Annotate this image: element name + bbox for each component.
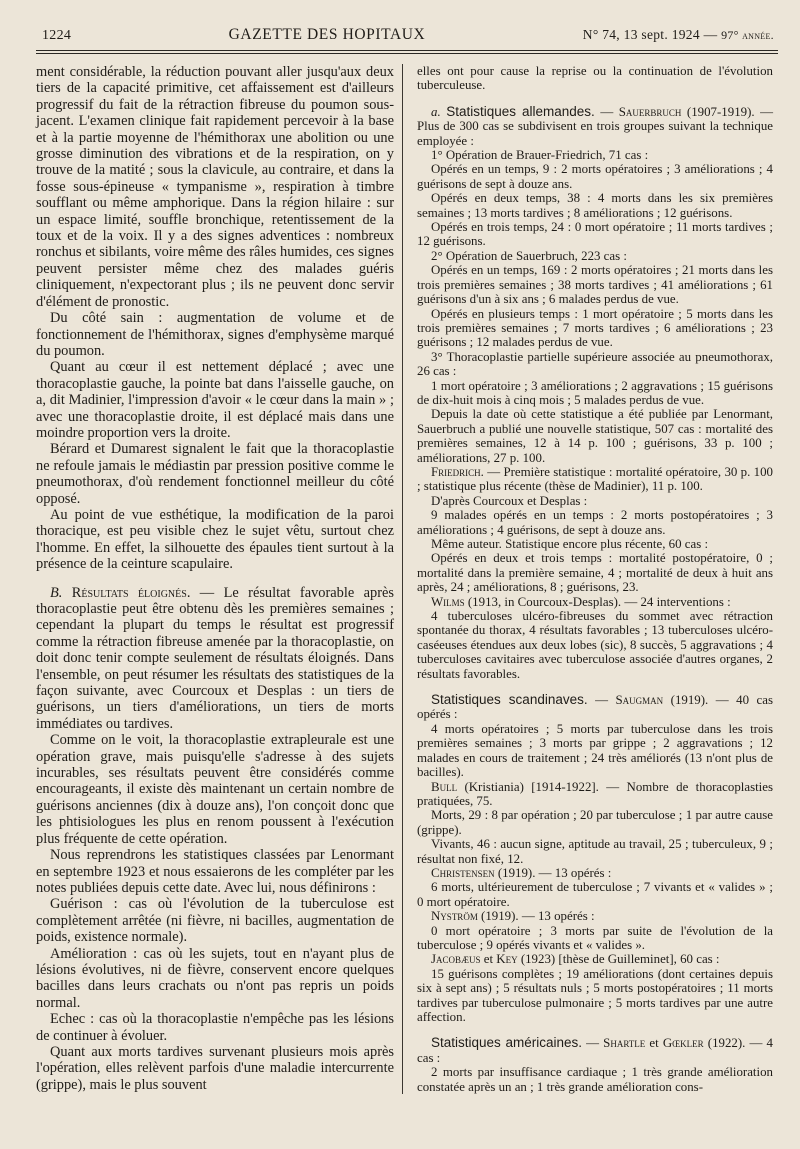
paragraph: 1° Opération de Brauer-Friedrich, 71 cas : <box>431 148 649 163</box>
paragraph: 9 malades opérés en un temps : 2 morts postopératoires ; 3 améliorations ; 4 guérisons, de sept à douze ans. <box>417 508 773 537</box>
paragraph: 1 mort opératoire ; 3 améliorations ; 2 aggravations ; 15 guérisons de dix-huit mois à cinq mois ; 5 malades perdus de vue. <box>417 378 773 407</box>
paragraph: Opérés en deux temps, 38 : 4 morts dans les six premières semaines ; 13 morts tardives ; 8 améliorations ; 12 guérisons. <box>417 191 773 220</box>
paragraph: Au point de vue esthétique, la modification de la paroi thoracique, est peu visible chez le sujet vêtu, surtout chez l'homme. En effet, la silhouette des épaules tient surtout à la présence de la ceinture scapulaire. <box>36 506 394 573</box>
header-rule-double <box>36 53 778 54</box>
paragraph: ment considérable, la réduction pouvant aller jusqu'aux deux tiers de la capacité primitive, cet affaissement est d'ailleurs progressif du fait de la rétraction fibreuse du poumon sous-jacent. L'examen clinique fait rapidement percevoir à la base et à la partie moyenne de l'hémithorax une abolition ou une grosse diminution des vibrations et de la respiration, on y trouve de la matité ; sous la clavicule, au contraire, et dans la fosse sous-épineuse « tympanisme », respiration à timbre soufflant ou même amphorique. Dans la région hilaire : sur un espace limité, souffle bronchique, retentissement de la toux et de la voix. Il y a des signes adventices : nombreux ronchus et sibilants, voire même des râles humides, ces signes peuvent persister même chez des malades guéris cliniquement, n'expectorant plus ; ils ne peuvent donc servir d'élément de pronostic. <box>36 64 394 310</box>
left-column <box>36 64 394 1094</box>
paragraph: Même auteur. Statistique encore plus récente, 60 cas : <box>431 537 709 551</box>
paragraph: Opérés en un temps, 169 : 2 morts opératoires ; 21 morts dans les trois premières semaines ; 38 morts tardives ; 41 améliorations ; 61 guérisons d'un à six ans ; 6 malades perdus de vue. <box>417 263 773 307</box>
page-header <box>36 26 778 44</box>
publication-title: GAZETTE DES HOPITAUX <box>228 26 426 43</box>
paragraph: Statistiques scandinaves. — Saugman (1919). — 40 cas opérés : <box>417 692 773 722</box>
paragraph: elles ont pour cause la reprise ou la continuation de l'évolution tuberculeuse. <box>417 64 773 93</box>
column-divider <box>402 64 403 1094</box>
paragraph: Opérés en plusieurs temps : 1 mort opératoire ; 5 morts dans les trois premières semaines ; 7 morts tardives ; 6 améliorations ; 23 guérisons ; 12 malades perdus de vue. <box>417 306 773 350</box>
paragraph: Amélioration : cas où les sujets, tout en n'ayant plus de lésions évolutives, ni de fièvre, conservent encore quelques bacilles dans leurs crachats ou n'ont pas repris un poids normal. <box>36 945 394 1011</box>
paragraph: Nyström (1919). — 13 opérés : <box>431 909 595 924</box>
paragraph: Du côté sain : augmentation de volume et de fonctionnement de l'hémithorax, signes d'emphysème marqué du poumon. <box>36 310 394 359</box>
paragraph: Vivants, 46 : aucun signe, aptitude au travail, 25 ; tuberculeux, 9 ; résultat non fixé, 12. <box>417 837 773 866</box>
paragraph: 4 tuberculoses ulcéro-fibreuses du sommet avec rétraction spontanée du thorax, 4 résultats favorables ; 13 tuberculoses ulcéro-caséeuses étendues aux deux lobes (sic), 8 succès, 5 aggravations ; 4 tuberculoses cavitaires avec tuberculose associée d'autres organes, 2 résultats favorables. <box>417 609 773 681</box>
article-body <box>36 64 778 1094</box>
paragraph: Bérard et Dumarest signalent le fait que la thoracoplastie ne refoule jamais le médiastin par pression positive comme le pneumothorax, d'où rendement fonctionnel meilleur du côté opposé. <box>36 441 394 507</box>
paragraph: D'après Courcoux et Desplas : <box>431 493 588 508</box>
paragraph: Opérés en deux et trois temps : mortalité postopératoire, 0 ; mortalité dans la première semaine, 4 ; mortalité de deux à huit ans après, 24 ; améliorations, 8 ; guérisons, 23. <box>417 551 773 595</box>
paragraph: Friedrich. — Première statistique : mortalité opératoire, 30 p. 100 ; statistique plus récente (thèse de Madinier), 11 p. 100. <box>417 464 773 494</box>
header-rule <box>36 50 778 51</box>
issue-info <box>583 27 774 43</box>
paragraph: 0 mort opératoire ; 3 morts par suite de l'évolution de la tuberculose ; 9 opérés vivants et « valides ». <box>417 923 773 952</box>
paragraph: Morts, 29 : 8 par opération ; 20 par tuberculose ; 1 par autre cause (grippe). <box>417 808 773 837</box>
paragraph: Depuis la date où cette statistique a été publiée par Lenormant, Sauerbruch a publié une nouvelle statistique, 507 cas : mortalité des premières semaines, 12 à 14 p. 100 ; guérisons, 33 p. 100 ; améliorations, 27 p. 100. <box>417 407 773 465</box>
paragraph: Wilms (1913, in Courcoux-Desplas). — 24 interventions : <box>431 594 731 609</box>
paragraph: Christensen (1919). — 13 opérés : <box>431 865 612 880</box>
paragraph: Quant au cœur il est nettement déplacé ; avec une thoracoplastie gauche, la pointe bat dans l'aisselle gauche, on a, dit Madinier, l'impression d'avoir « le cœur dans la main » ; avec une thoracoplastie droite, il est déplacé mais dans une moindre proportion vers la droite. <box>36 359 394 441</box>
paragraph: Statistiques américaines. — Shartle et Gœkler (1922). — 4 cas : <box>417 1035 774 1065</box>
page-number: 1224 <box>42 28 72 43</box>
paragraph: Jacobæus et Key (1923) [thèse de Guilleminet], 60 cas : <box>431 952 720 967</box>
paragraph: a. Statistiques allemandes. — Sauerbruch (1907-1919). — Plus de 300 cas se subdivisent en trois groupes suivant la technique employée : <box>417 103 773 148</box>
paragraph: B. Résultats éloignés. — Le résultat favorable après thoracoplastie peut être obtenu dès les premières semaines ; cependant la plupart du temps le résultat est progressif comme la rétraction fibreuse amenée par la thoracoplastie, on doit donc tenir compte seulement de résultats éloignés. Dans l'ensemble, on peut résumer les résultats des statistiques de la façon suivante, avec Courcoux et Desplas : un tiers de guérisons, un tiers d'améliorations, un tiers de morts immédiates ou tardives. <box>36 584 394 732</box>
paragraph: Guérison : cas où l'évolution de la tuberculose est complètement arrêtée (ni fièvre, ni bacilles, augmentation de poids, existence normale). <box>36 896 394 946</box>
paragraph: Bull (Kristiania) [1914-1922]. — Nombre de thoracoplasties pratiquées, 75. <box>417 779 773 808</box>
paragraph: Opérés en un temps, 9 : 2 morts opératoires ; 3 améliorations ; 4 guérisons de sept à douze ans. <box>417 162 773 191</box>
paragraph: 15 guérisons complètes ; 19 améliorations (dont certaines depuis six à sept ans) ; 5 résultats nuls ; 5 morts postopératoires ; 11 morts tardives par tuberculose pulmonaire ; 5 morts tardives par une autre affection. <box>417 966 773 1024</box>
paragraph: Opérés en trois temps, 24 : 0 mort opératoire ; 11 morts tardives ; 12 guérisons. <box>417 220 773 249</box>
paragraph: 6 morts, ultérieurement de tuberculose ; 7 vivants et « valides » ; 0 mort opératoire. <box>417 880 773 909</box>
right-column <box>417 64 773 1094</box>
paragraph: 2 morts par insuffisance cardiaque ; 1 très grande amélioration constatée après un an ; 1 très grande amélioration cons- <box>417 1065 773 1094</box>
issue-year: 97° année. <box>721 28 774 42</box>
paragraph: Nous reprendrons les statistiques classées par Lenormant en septembre 1923 et nous essaierons de les compléter par les notes publiées depuis cette date. Avec lui, nous définirons : <box>36 847 394 896</box>
paragraph: 2° Opération de Sauerbruch, 223 cas : <box>431 248 627 263</box>
paragraph: 4 morts opératoires ; 5 morts par tuberculose dans les trois premières semaines ; 3 morts par grippe ; 2 aggravations ; 12 malades en cours de traitement ; 24 très améliorés (13 n'ont plus de bacilles). <box>417 721 773 780</box>
paragraph: Echec : cas où la thoracoplastie n'empêche pas les lésions de continuer à évoluer. <box>36 1011 394 1044</box>
paragraph: Quant aux morts tardives survenant plusieurs mois après l'opération, elles relèvent parfois d'une maladie intercurrente (grippe), mais le plus souvent <box>36 1043 394 1093</box>
paragraph: Comme on le voit, la thoracoplastie extrapleurale est une opération grave, mais puisqu'elle s'adresse à des sujets incurables, ses résultats peuvent être considérés comme encourageants, il existe dès maintenant un certain nombre de guérisons anciennes (dix à douze ans), l'on conçoit donc que les phtisiologues les plus en renom poussent à l'exécution plus fréquente de cette opération. <box>36 732 394 847</box>
issue-date: N° 74, 13 sept. 1924 — <box>582 27 718 42</box>
paragraph: 3° Thoracoplastie partielle supérieure associée au pneumothorax, 26 cas : <box>417 349 773 379</box>
